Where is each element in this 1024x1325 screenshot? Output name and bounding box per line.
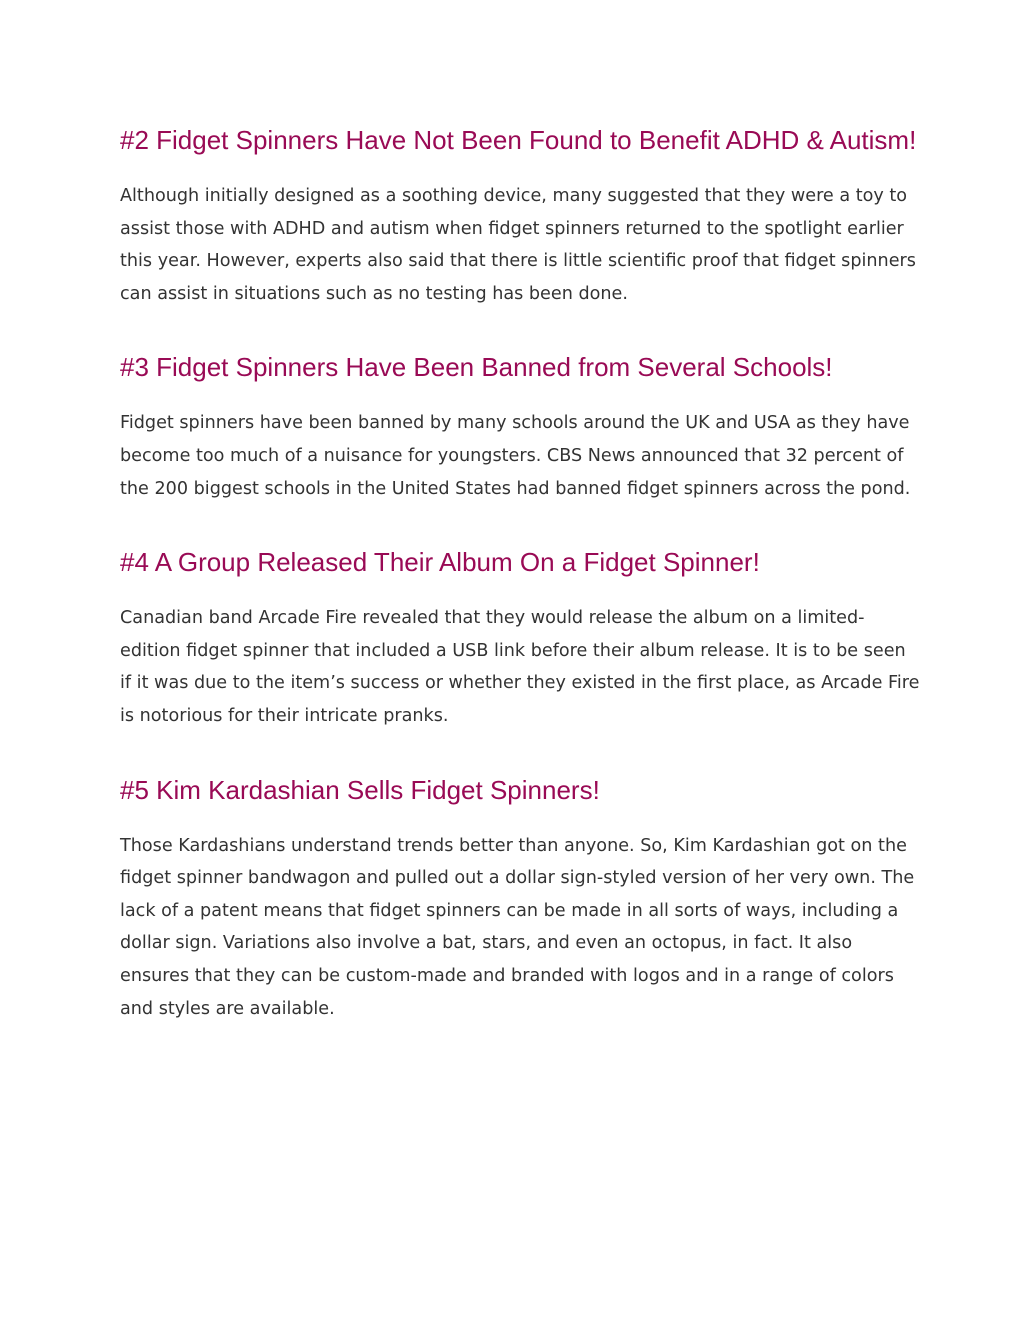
section-4-body: Canadian band Arcade Fire revealed that they would release the album on a limited-edition fidget spinner that included a USB link before their album release. It is to be seen if it was due to the item’s success or whether they existed in the first place, as Arcade Fire is notorious for their intricate pranks.: [120, 608, 920, 726]
section-5-heading: #5 Kim Kardashian Sells Fidget Spinners!: [120, 774, 600, 805]
section-3-body: Fidget spinners have been banned by many schools around the UK and USA as they have become too much of a nuisance for youngsters. CBS News announced that 32 percent of the 200 biggest schools in the United States had banned fidget spinners across the pond.: [120, 413, 911, 499]
section-2-heading: #2 Fidget Spinners Have Not Been Found to Benefit ADHD & Autism!: [120, 125, 917, 155]
section-2-body: Although initially designed as a soothing device, many suggested that they were a toy to assist those with ADHD and autism when fidget spinners returned to the spotlight earlier this year. However, experts also said that there is little scientific proof that fidget spinners can assist in situations such as no testing has been done.: [120, 186, 916, 304]
section-5-body: Those Kardashians understand trends better than anyone. So, Kim Kardashian got on the fidget spinner bandwagon and pulled out a dollar sign-styled version of her very own. The lack of a patent means that fidget spinners can be made in all sorts of ways, including a dollar sign. Variations also involve a bat, stars, and even an octopus, in fact. It also ensures that they can be custom-made and branded with logos and in a range of colors and styles are available.: [120, 835, 915, 1019]
document-page: [120, 122, 920, 1025]
section-4-heading: #4 A Group Released Their Album On a Fidget Spinner!: [120, 547, 760, 578]
section-3-heading: #3 Fidget Spinners Have Been Banned from Several Schools!: [120, 352, 833, 383]
